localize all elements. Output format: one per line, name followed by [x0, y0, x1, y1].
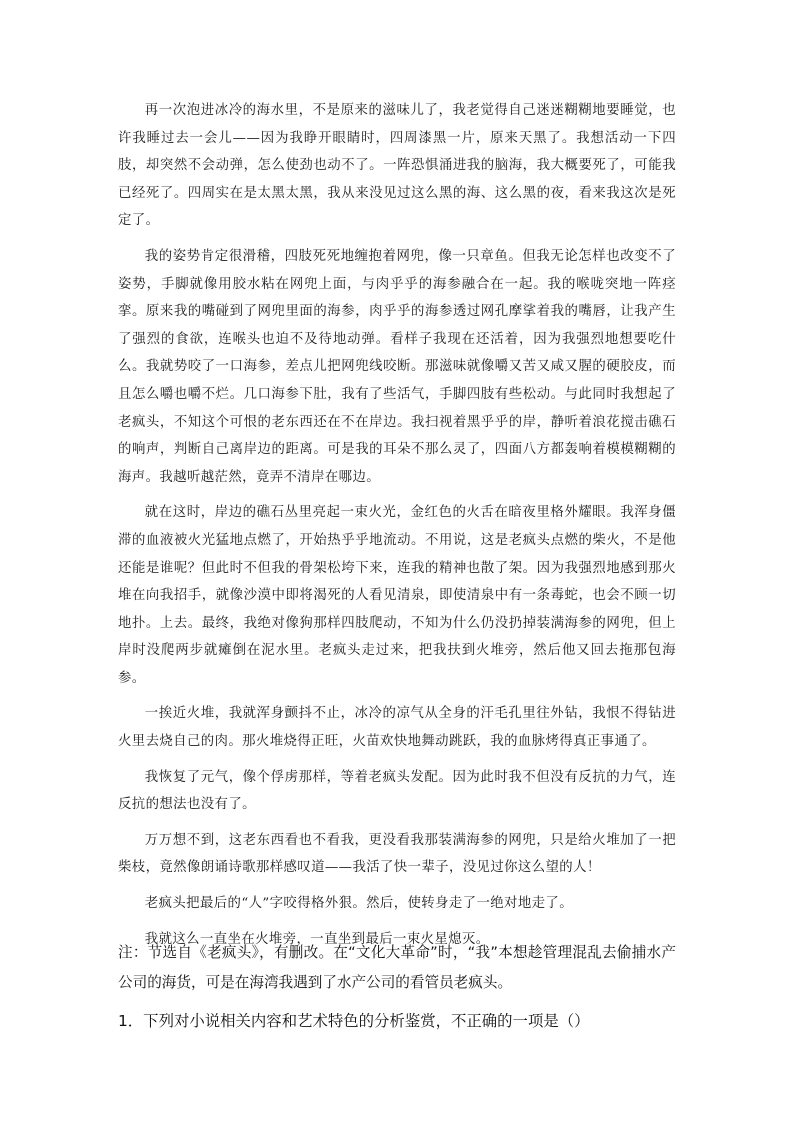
story-paragraph: 老疯头把最后的“人”字咬得格外狠。然后，使转身走了一绝对地走了。: [144, 896, 574, 912]
question-stem: 1．下列对小说相关内容和艺术特色的分析鉴赏，不正确的一项是（）: [118, 1012, 590, 1030]
story-paragraph: 我恢复了元气，像个俘虏那样，等着老疯头发配。因为此时我不但没有反抗的力气，连反抗的想法也没有了。: [118, 769, 676, 813]
story-paragraph: 万万想不到，这老东西看也不看我，更没看我那装满海参的网兜，只是给火堆加了一把柴枝，竟然像朗诵诗歌那样感叹道——我活了快一辈子，没见过你这么望的人！: [118, 832, 676, 876]
source-note-block: [118, 938, 676, 1036]
story-paragraph: 我就这么一直坐在火堆旁，一直坐到最后一束火星熄灭。: [144, 931, 490, 947]
story-paragraph: 一挨近火堆，我就浑身颤抖不止，冰冷的凉气从全身的汗毛孔里往外钻，我恨不得钻进火里去烧自己的肉。那火堆烧得正旺，火苗欢快地舞动跳跃，我的血脉烤得真正事通了。: [118, 706, 676, 750]
source-note: 注：节选自《老疯头》，有删改。在“文化大革命”时，“我”本想趁管理混乱去偷捕水产公司的海货，可是在海湾我遇到了水产公司的看管员老疯头。: [118, 944, 676, 991]
story-excerpt: [118, 97, 676, 961]
story-paragraph: 我的姿势肯定很滑稽，四肢死死地缠抱着网兜，像一只章鱼。但我无论怎样也改变不了姿势，手脚就像用胶水粘在网兜上面，与肉乎乎的海参融合在一起。我的喉咙突地一阵痉挛。原来我的嘴碰到了网兜里面的海参，肉乎乎的海参透过网孔摩挲着我的嘴唇，让我产生了强烈的食欲，连喉头也迫不及待地动弹。看样子我现在还活着，因为我强烈地想要吃什么。我就势咬了一口海参，差点儿把网兜线咬断。那滋味就像嚼又苦又咸又腥的硬胶皮，而且怎么嚼也嚼不烂。几口海参下肚，我有了些活气，手脚四肢有些松动。与此同时我想起了老疯头，不知这个可恨的老东西还在不在岸边。我扫视着黑乎乎的岸，静听着浪花搅击礁石的响声，判断自己离岸边的距离。可是我的耳朵不那么灵了，四面八方都轰响着模模糊糊的海声。我越听越茫然，竟弄不清岸在哪边。: [118, 248, 676, 485]
story-paragraph: 就在这时，岸边的礁石丛里亮起一束火光，金红色的火舌在暗夜里格外耀眼。我浑身僵滞的血液被火光猛地点燃了，开始热乎乎地流动。不用说，这是老疯头点燃的柴火，不是他还能是谁呢？但此时不但我的骨架松垮下来，连我的精神也散了架。因为我强烈地感到那火堆在向我招手，就像沙漠中即将渴死的人看见清泉，即使清泉中有一条毒蛇，也会不顾一切地扑。上去。最终，我绝对像狗那样四肢爬动，不知为什么仍没扔掉装满海参的网兜，但上岸时没爬两步就瘫倒在泥水里。老疯头走过来，把我扶到火堆旁，然后他又回去拖那包海参。: [118, 505, 676, 686]
story-paragraph: 再一次泡进冰冷的海水里，不是原来的滋味儿了，我老觉得自己迷迷糊糊地要睡觉，也许我睡过去一会儿——因为我睁开眼睛时，四周漆黑一片，原来天黑了。我想活动一下四肢，却突然不会动弹，怎么使劲也动不了。一阵恐惧涌进我的脑海，我大概要死了，可能我已经死了。四周实在是太黑太黑，我从来没见过这么黑的海、这么黑的夜，看来我这次是死定了。: [118, 103, 676, 229]
